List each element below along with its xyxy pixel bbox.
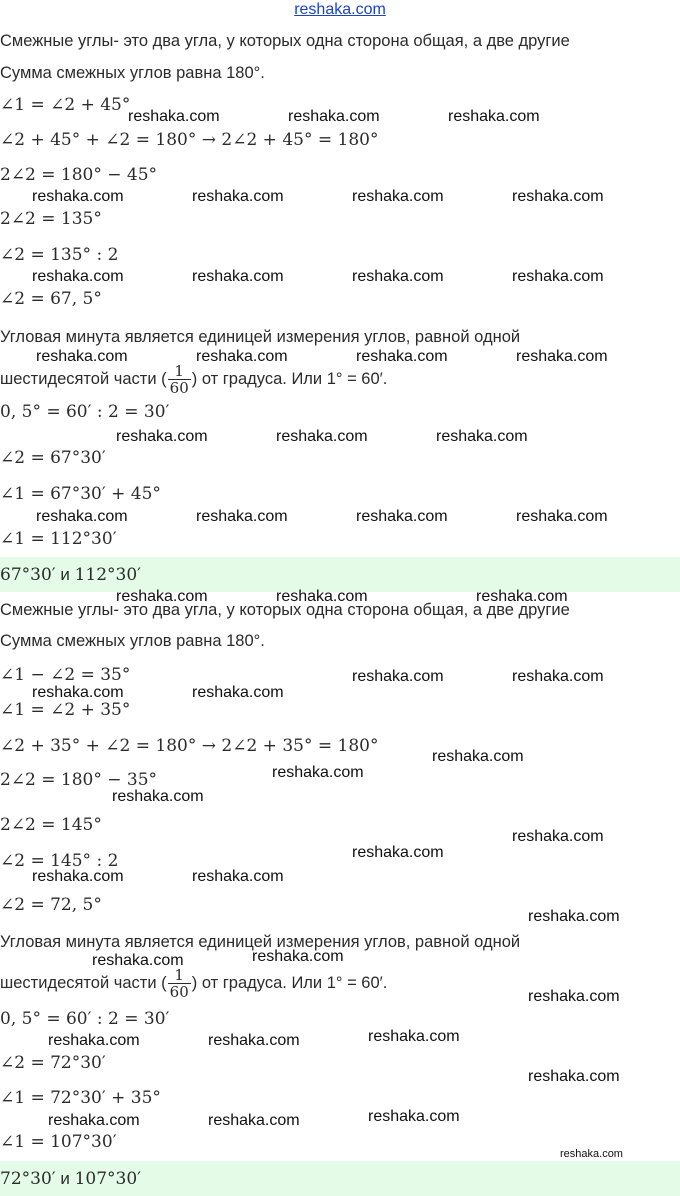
definition-text: Смежные углы- это два угла, у которых одна сторона общая, а две другие: [0, 32, 570, 50]
text-fragment: шестидесятой части (: [0, 974, 167, 992]
sum-text: Сумма смежных углов равна 180°.: [0, 64, 265, 82]
watermark: reshaka.com: [352, 188, 444, 205]
fraction-numerator: 1: [168, 967, 191, 984]
watermark: reshaka.com: [36, 348, 128, 365]
watermark: reshaka.com: [528, 988, 620, 1005]
watermark: reshaka.com: [288, 108, 380, 125]
equation: ∠1 = ∠2 + 45°: [0, 95, 131, 115]
watermark: reshaka.com: [48, 1032, 140, 1049]
text-fragment: ) от градуса. Или 1° = 60′.: [191, 370, 388, 388]
watermark: reshaka.com: [32, 868, 124, 885]
equation: ∠2 + 35° + ∠2 = 180° → 2∠2 + 35° = 180°: [0, 736, 379, 756]
watermark: reshaka.com: [436, 428, 528, 445]
watermark: reshaka.com: [208, 1112, 300, 1129]
equation: ∠2 = 67°30′: [0, 448, 106, 468]
text-fragment: ) от градуса. Или 1° = 60′.: [191, 974, 388, 992]
watermark: reshaka.com: [192, 188, 284, 205]
answer-box: [0, 1161, 680, 1196]
equation: 0, 5° = 60′ : 2 = 30′: [0, 402, 170, 422]
watermark: reshaka.com: [352, 268, 444, 285]
watermark: reshaka.com: [512, 268, 604, 285]
equation: 2∠2 = 180° − 45°: [0, 165, 158, 185]
watermark: reshaka.com: [528, 1068, 620, 1085]
watermark: reshaka.com: [516, 348, 608, 365]
watermark: reshaka.com: [252, 948, 344, 965]
answer-text: [0, 1169, 141, 1189]
equation: ∠1 = 67°30′ + 45°: [0, 484, 161, 504]
equation: ∠1 − ∠2 = 35°: [0, 665, 131, 685]
sum-text: Сумма смежных углов равна 180°.: [0, 632, 265, 650]
watermark: reshaka.com: [192, 684, 284, 701]
watermark: reshaka.com: [272, 764, 364, 781]
watermark: reshaka.com: [116, 428, 208, 445]
minute-definition-text: [0, 362, 387, 396]
watermark: reshaka.com: [560, 1148, 623, 1160]
equation: ∠2 = 72, 5°: [0, 895, 102, 915]
equation: ∠1 = ∠2 + 35°: [0, 700, 131, 720]
watermark: reshaka.com: [368, 1028, 460, 1045]
watermark: reshaka.com: [32, 268, 124, 285]
watermark: reshaka.com: [192, 868, 284, 885]
watermark: reshaka.com: [276, 428, 368, 445]
answer-value: 72°30′: [0, 1169, 56, 1189]
equation: 2∠2 = 180° − 35°: [0, 770, 158, 790]
fraction-denominator: 60: [169, 983, 189, 1002]
fraction-numerator: 1: [168, 363, 191, 380]
equation: 0, 5° = 60′ : 2 = 30′: [0, 1009, 170, 1029]
site-header-link[interactable]: reshaka.com: [294, 1, 386, 18]
watermark: reshaka.com: [48, 1112, 140, 1129]
answer-conjunction: и: [55, 1169, 75, 1188]
answer-value: 107°30′: [74, 1169, 142, 1189]
watermark: reshaka.com: [528, 908, 620, 925]
minute-definition-text: Угловая минута является единицей измерения углов, равной одной: [0, 328, 521, 346]
answer-value: 67°30′: [0, 565, 56, 585]
watermark: reshaka.com: [92, 952, 184, 969]
watermark: reshaka.com: [512, 188, 604, 205]
answer-value: 112°30′: [74, 565, 142, 585]
equation: ∠2 = 145° : 2: [0, 851, 119, 871]
equation: ∠2 = 72°30′: [0, 1053, 106, 1073]
text-fragment: шестидесятой части (: [0, 370, 167, 388]
watermark: reshaka.com: [276, 588, 368, 605]
watermark: reshaka.com: [208, 1032, 300, 1049]
equation: ∠2 + 45° + ∠2 = 180° → 2∠2 + 45° = 180°: [0, 130, 379, 150]
equation: 2∠2 = 145°: [0, 815, 102, 835]
watermark: reshaka.com: [512, 828, 604, 845]
watermark: reshaka.com: [112, 788, 204, 805]
equation: ∠1 = 107°30′: [0, 1132, 117, 1152]
watermark: reshaka.com: [196, 508, 288, 525]
answer-conjunction: и: [55, 565, 75, 584]
answer-text: [0, 565, 141, 585]
watermark: reshaka.com: [448, 108, 540, 125]
fraction: [168, 363, 191, 396]
equation: ∠2 = 135° : 2: [0, 245, 119, 265]
equation: 2∠2 = 135°: [0, 209, 102, 229]
watermark: reshaka.com: [192, 268, 284, 285]
watermark: reshaka.com: [36, 508, 128, 525]
watermark: reshaka.com: [356, 508, 448, 525]
watermark: reshaka.com: [356, 348, 448, 365]
fraction-denominator: 60: [169, 379, 189, 398]
watermark: reshaka.com: [32, 684, 124, 701]
watermark: reshaka.com: [432, 748, 524, 765]
watermark: reshaka.com: [512, 668, 604, 685]
watermark: reshaka.com: [116, 588, 208, 605]
minute-definition-text: [0, 966, 387, 1000]
watermark: reshaka.com: [368, 1108, 460, 1125]
watermark: reshaka.com: [516, 508, 608, 525]
watermark: reshaka.com: [352, 668, 444, 685]
watermark: reshaka.com: [352, 844, 444, 861]
fraction: [168, 967, 191, 1000]
equation: ∠1 = 72°30′ + 35°: [0, 1088, 161, 1108]
equation: ∠1 = 112°30′: [0, 529, 117, 549]
watermark: reshaka.com: [196, 348, 288, 365]
answer-box: [0, 557, 680, 592]
equation: ∠2 = 67, 5°: [0, 289, 102, 309]
definition-text: Смежные углы- это два угла, у которых одна сторона общая, а две другие: [0, 601, 570, 619]
minute-definition-text: Угловая минута является единицей измерения углов, равной одной: [0, 933, 521, 951]
watermark: reshaka.com: [476, 588, 568, 605]
watermark: reshaka.com: [32, 188, 124, 205]
watermark: reshaka.com: [128, 108, 220, 125]
